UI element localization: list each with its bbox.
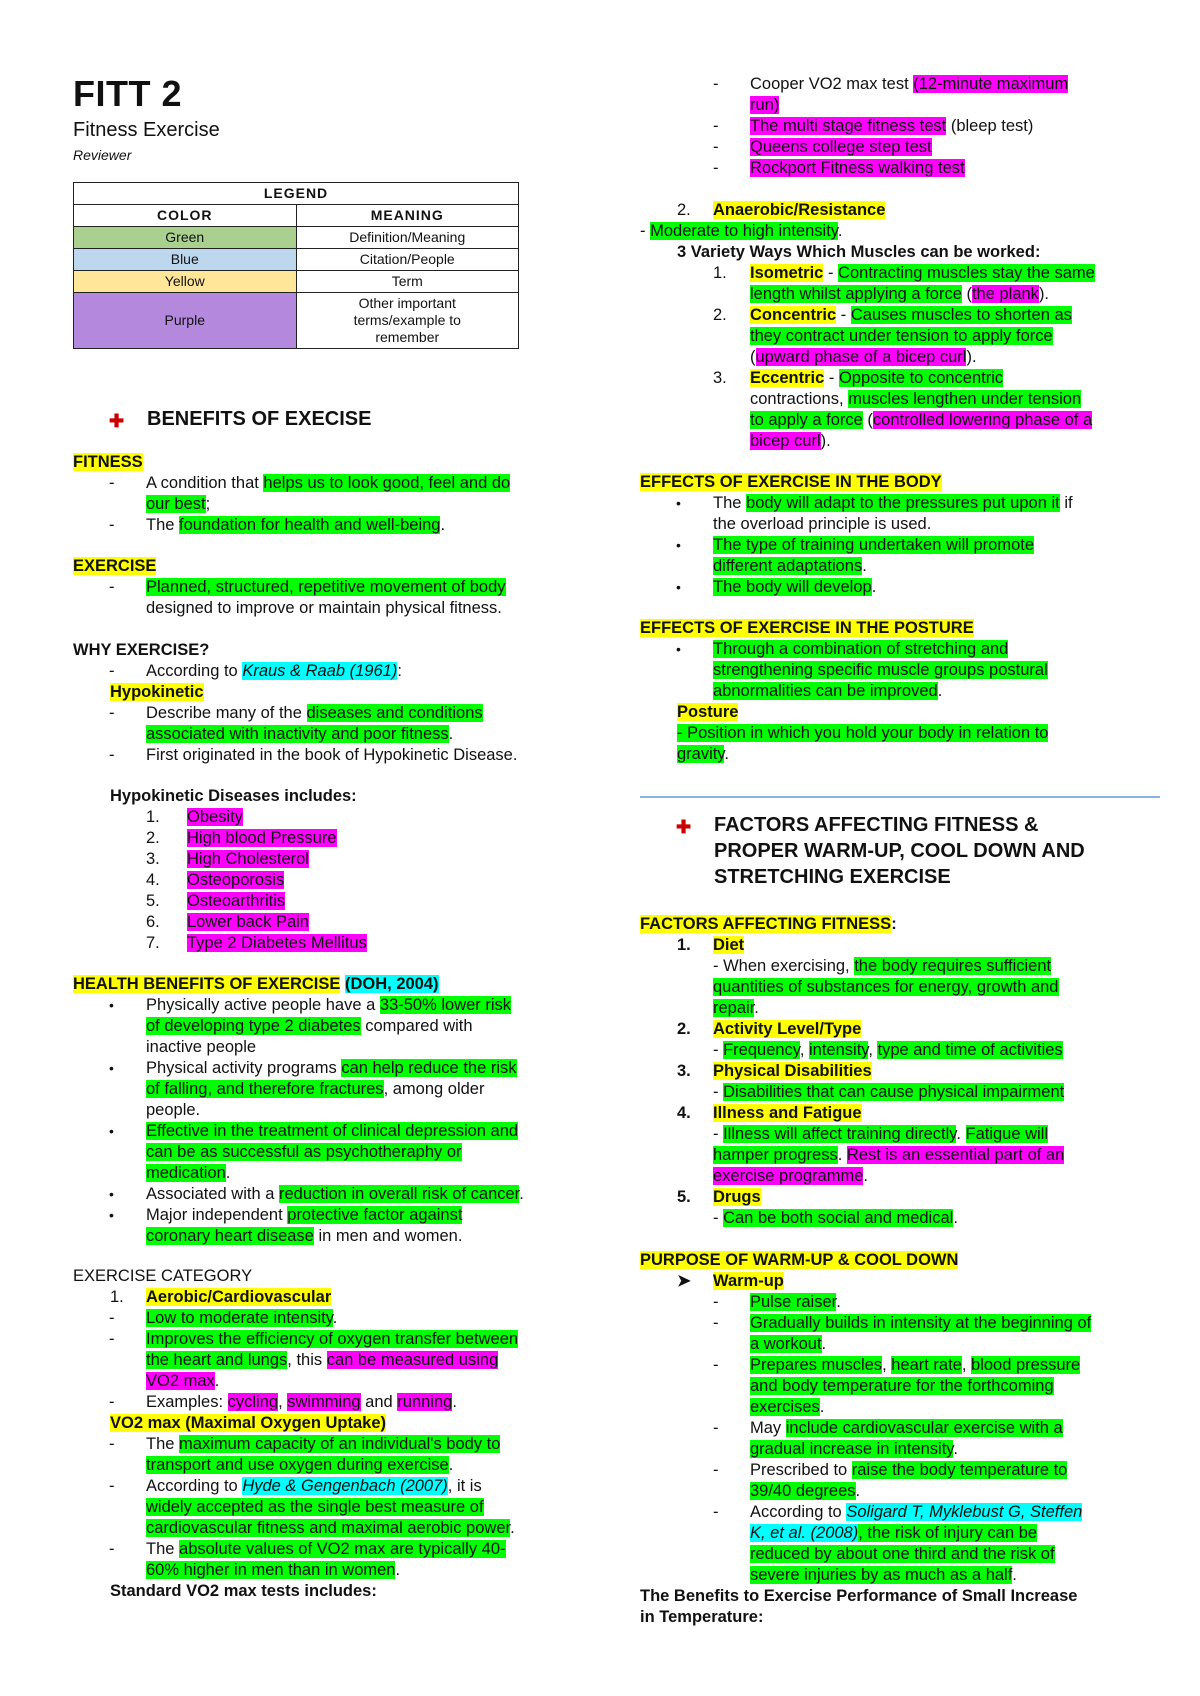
why-heading: WHY EXERCISE? <box>73 641 210 659</box>
effects-body-block: EFFECTS OF EXERCISE IN THE BODY • The body will adapt to the pressures put upon it if the overload principle is used. • The type of training undertaken will promote different adaptations. • The body will develop. <box>640 473 1073 596</box>
legend-row <box>74 249 519 271</box>
hypokinetic-term: Hypokinetic <box>110 683 204 701</box>
citation: Soligard T, Myklebust G, Steffen <box>846 1503 1083 1521</box>
dash: - <box>109 474 115 492</box>
health-block: HEALTH BENEFITS OF EXERCISE (DOH, 2004) • Physically active people have a 33-50% lower risk of developing type 2 diabetes compared with inactive people • Physical activity programs can help reduce the risk of falling, and therefore fractures, among older people. • Effective in the treatment of clinical depression and can be as successful as psychotheraphy or medication. • Associated with a reduction in overall risk of cancer. • Major independent protective factor against coronary heart disease in men and women. <box>73 975 524 1245</box>
legend-meaning: Term <box>296 271 519 293</box>
list-item <box>73 849 573 870</box>
list-number: 1. <box>146 808 160 826</box>
list-item <box>73 807 573 828</box>
dash: - <box>713 138 719 156</box>
effects-posture-block: EFFECTS OF EXERCISE IN THE POSTURE • Through a combination of stretching and strengthening specific muscle groups postural abnormalities can be improved. Posture - Position in which you hold your body in relation to gravity. <box>640 619 1049 763</box>
effects-body-heading: EFFECTS OF EXERCISE IN THE BODY <box>640 473 942 491</box>
bullet: • <box>676 641 681 657</box>
effects-posture-heading: EFFECTS OF EXERCISE IN THE POSTURE <box>640 619 974 637</box>
factors-block: FACTORS AFFECTING FITNESS: 1. Diet - When exercising, the body requires sufficient quantities of substances for energy, growth and repair. 2. Activity Level/Type - Frequency, intensity, type and time of activities 3. Physical Disabilities - Disabilities that can cause physical impairment 4. Illness and Fatigue - Illness will affect training directly. Fatigue will hamper progress. Rest is an essential part of an exercise programme. 5. Drugs - Can be both social and medical. <box>640 915 1065 1227</box>
dash: - <box>109 578 115 596</box>
list-item <box>73 933 573 954</box>
arrow-icon: ➤ <box>677 1272 691 1290</box>
section-icon: ✚ <box>676 817 692 837</box>
citation: K, et al. (2008) <box>750 1524 859 1542</box>
disease-name: Osteoporosis <box>187 871 285 889</box>
citation: (DOH, 2004) <box>344 975 439 993</box>
diseases-heading: Hypokinetic Diseases includes: <box>110 787 357 805</box>
list-item <box>73 891 573 912</box>
legend-color: Blue <box>74 249 297 271</box>
disease-name: High blood Pressure <box>187 829 337 847</box>
list-number: 4. <box>146 871 160 889</box>
legend-col-color: COLOR <box>74 205 297 227</box>
bullet: • <box>109 1207 114 1223</box>
legend-title: LEGEND <box>74 183 519 205</box>
benefits-small-heading: The Benefits to Exercise Performance of Small Increase <box>640 1587 1078 1605</box>
dash: - <box>109 1330 115 1348</box>
list-number: 6. <box>146 913 160 931</box>
list-item <box>73 828 573 849</box>
fitness-term: FITNESS <box>73 453 143 471</box>
fitness-block: FITNESS - A condition that helps us to look good, feel and do our best; - The foundation for health and well-being. <box>73 453 511 534</box>
exercise-term: EXERCISE <box>73 557 157 575</box>
disease-name: High Cholesterol <box>187 850 309 868</box>
reviewer-label: Reviewer <box>73 147 132 163</box>
bullet: • <box>676 537 681 553</box>
dash: - <box>713 159 719 177</box>
vo2-tests-block: - Cooper VO2 max test (12-minute maximum run) - The multi stage fitness test (bleep test) - Queens college step test - Rockport Fitness walking test <box>713 75 1069 177</box>
disease-name: Lower back Pain <box>187 913 309 931</box>
disease-name: Osteoarthritis <box>187 892 286 910</box>
dash: - <box>109 704 115 722</box>
list-number: 3. <box>146 850 160 868</box>
dash: - <box>109 1435 115 1453</box>
posture-term: Posture <box>677 703 739 721</box>
list-number: 5. <box>146 892 160 910</box>
page-title: FITT 2 <box>73 73 182 114</box>
bullet: • <box>109 1060 114 1076</box>
section-icon: ✚ <box>109 411 125 431</box>
section-divider <box>640 796 1160 798</box>
bullet: • <box>109 997 114 1013</box>
dash: - <box>109 1540 115 1558</box>
std-heading: Standard VO2 max tests includes: <box>110 1582 377 1600</box>
vo2-heading: VO2 max (Maximal Oxygen Uptake) <box>110 1414 387 1432</box>
why-block: WHY EXERCISE? - According to Kraus & Raab (1961): Hypokinetic - Describe many of the diseases and conditions associated with inactivity and poor fitness. - First originated in the book of Hypokinetic Disease. <box>73 640 573 766</box>
bullet: • <box>676 495 681 511</box>
ways-heading: 3 Variety Ways Which Muscles can be worked: <box>677 243 1041 261</box>
dash: - <box>713 1314 719 1332</box>
warmup-term: Warm-up <box>713 1272 784 1290</box>
citation: Kraus & Raab (1961) <box>242 662 398 680</box>
legend-meaning: Citation/People <box>296 249 519 271</box>
dash: - <box>109 1477 115 1495</box>
bullet: • <box>109 1186 114 1202</box>
list-item <box>73 912 573 933</box>
legend-table <box>73 182 519 349</box>
dash: - <box>109 1309 115 1327</box>
disease-name: Type 2 Diabetes Mellitus <box>187 934 367 952</box>
dash: - <box>109 516 115 534</box>
legend-color: Purple <box>74 293 297 349</box>
legend-row <box>74 293 519 349</box>
dash: - <box>713 117 719 135</box>
dash: - <box>713 75 719 93</box>
list-number: 7. <box>146 934 160 952</box>
dash: - <box>713 1503 719 1521</box>
exercise-block: EXERCISE - Planned, structured, repetitive movement of body designed to improve or maintain physical fitness. <box>73 557 506 617</box>
bullet: • <box>676 579 681 595</box>
factors-section-heading: ✚ FACTORS AFFECTING FITNESS & PROPER WARM-UP, COOL DOWN AND STRETCHING EXERCISE <box>676 814 1085 888</box>
list-number: 2. <box>146 829 160 847</box>
dash: - <box>109 662 115 680</box>
disease-name: Obesity <box>187 808 243 826</box>
legend-meaning: Definition/Meaning <box>296 227 519 249</box>
citation: Hyde & Gengenbach (2007) <box>242 1477 448 1495</box>
category-block: EXERCISE CATEGORY 1. Aerobic/Cardiovascular - Low to moderate intensity. - Improves the efficiency of oxygen transfer between the heart and lungs, this can be measured using VO2 max. - Examples: cycling, swimming and running. VO2 max (Maximal Oxygen Uptake) - The maximum capacity of an individual's body to transport and use oxygen during exercise. - According to Hyde & Gengenbach (2007), it is widely accepted as the single best measure of cardiovascular fitness and maximal aerobic power. - The absolute values of VO2 max are typically 40- 60% higher in men than in women. Standard VO2 max tests includes: <box>73 1266 573 1602</box>
dash: - <box>109 1393 115 1411</box>
legend-row <box>74 271 519 293</box>
list-item <box>73 870 573 891</box>
dash: - <box>713 1356 719 1374</box>
category-heading: EXERCISE CATEGORY <box>73 1267 253 1285</box>
dash: - <box>713 1461 719 1479</box>
diseases-block <box>73 786 573 954</box>
page-subtitle: Fitness Exercise <box>73 119 220 141</box>
dash: - <box>109 746 115 764</box>
legend-color: Green <box>74 227 297 249</box>
legend-color: Yellow <box>74 271 297 293</box>
legend-row <box>74 227 519 249</box>
bullet: • <box>109 1123 114 1139</box>
aerobic-term: Aerobic/Cardiovascular <box>146 1288 332 1306</box>
legend-col-meaning: MEANING <box>296 205 519 227</box>
legend-meaning: Other important terms/example to remember <box>296 293 519 349</box>
health-heading: HEALTH BENEFITS OF EXERCISE <box>73 975 341 993</box>
factors-heading: FACTORS AFFECTING FITNESS <box>640 915 892 933</box>
anaerobic-block: 2. Anaerobic/Resistance - Moderate to high intensity. 3 Variety Ways Which Muscles can be worked: 1. Isometric - Contracting muscles stay the same length whilst applying a force (the plank). 2. Concentric - Causes muscles to shorten as they contract under tension to apply force (upward phase of a bicep curl). 3. Eccentric - Opposite to concentric contractions, muscles lengthen under tension to apply a force (controlled lowering phase of a bicep curl). <box>640 200 1160 452</box>
anaerobic-term: Anaerobic/Resistance <box>713 201 886 219</box>
diseases-list <box>73 807 573 954</box>
dash: - <box>713 1419 719 1437</box>
purpose-heading: PURPOSE OF WARM-UP & COOL DOWN <box>640 1251 959 1269</box>
dash: - <box>713 1293 719 1311</box>
purpose-block: PURPOSE OF WARM-UP & COOL DOWN ➤ Warm-up - Pulse raiser. - Gradually builds in intensity at the beginning of a workout. - Prepares muscles, heart rate, blood pressure and body temperature for the forthcoming exercises. - May include cardiovascular exercise with a gradual increase in intensity. - Prescribed to raise the body temperature to 39/40 degrees. - According to Soligard T, Myklebust G, Steffen K, et al. (2008), the risk of injury can be reduced by about one third and the risk of severe injuries by as much as a half. The Benefits to Exercise Performance of Small Increase in Temperature: <box>640 1250 1160 1628</box>
